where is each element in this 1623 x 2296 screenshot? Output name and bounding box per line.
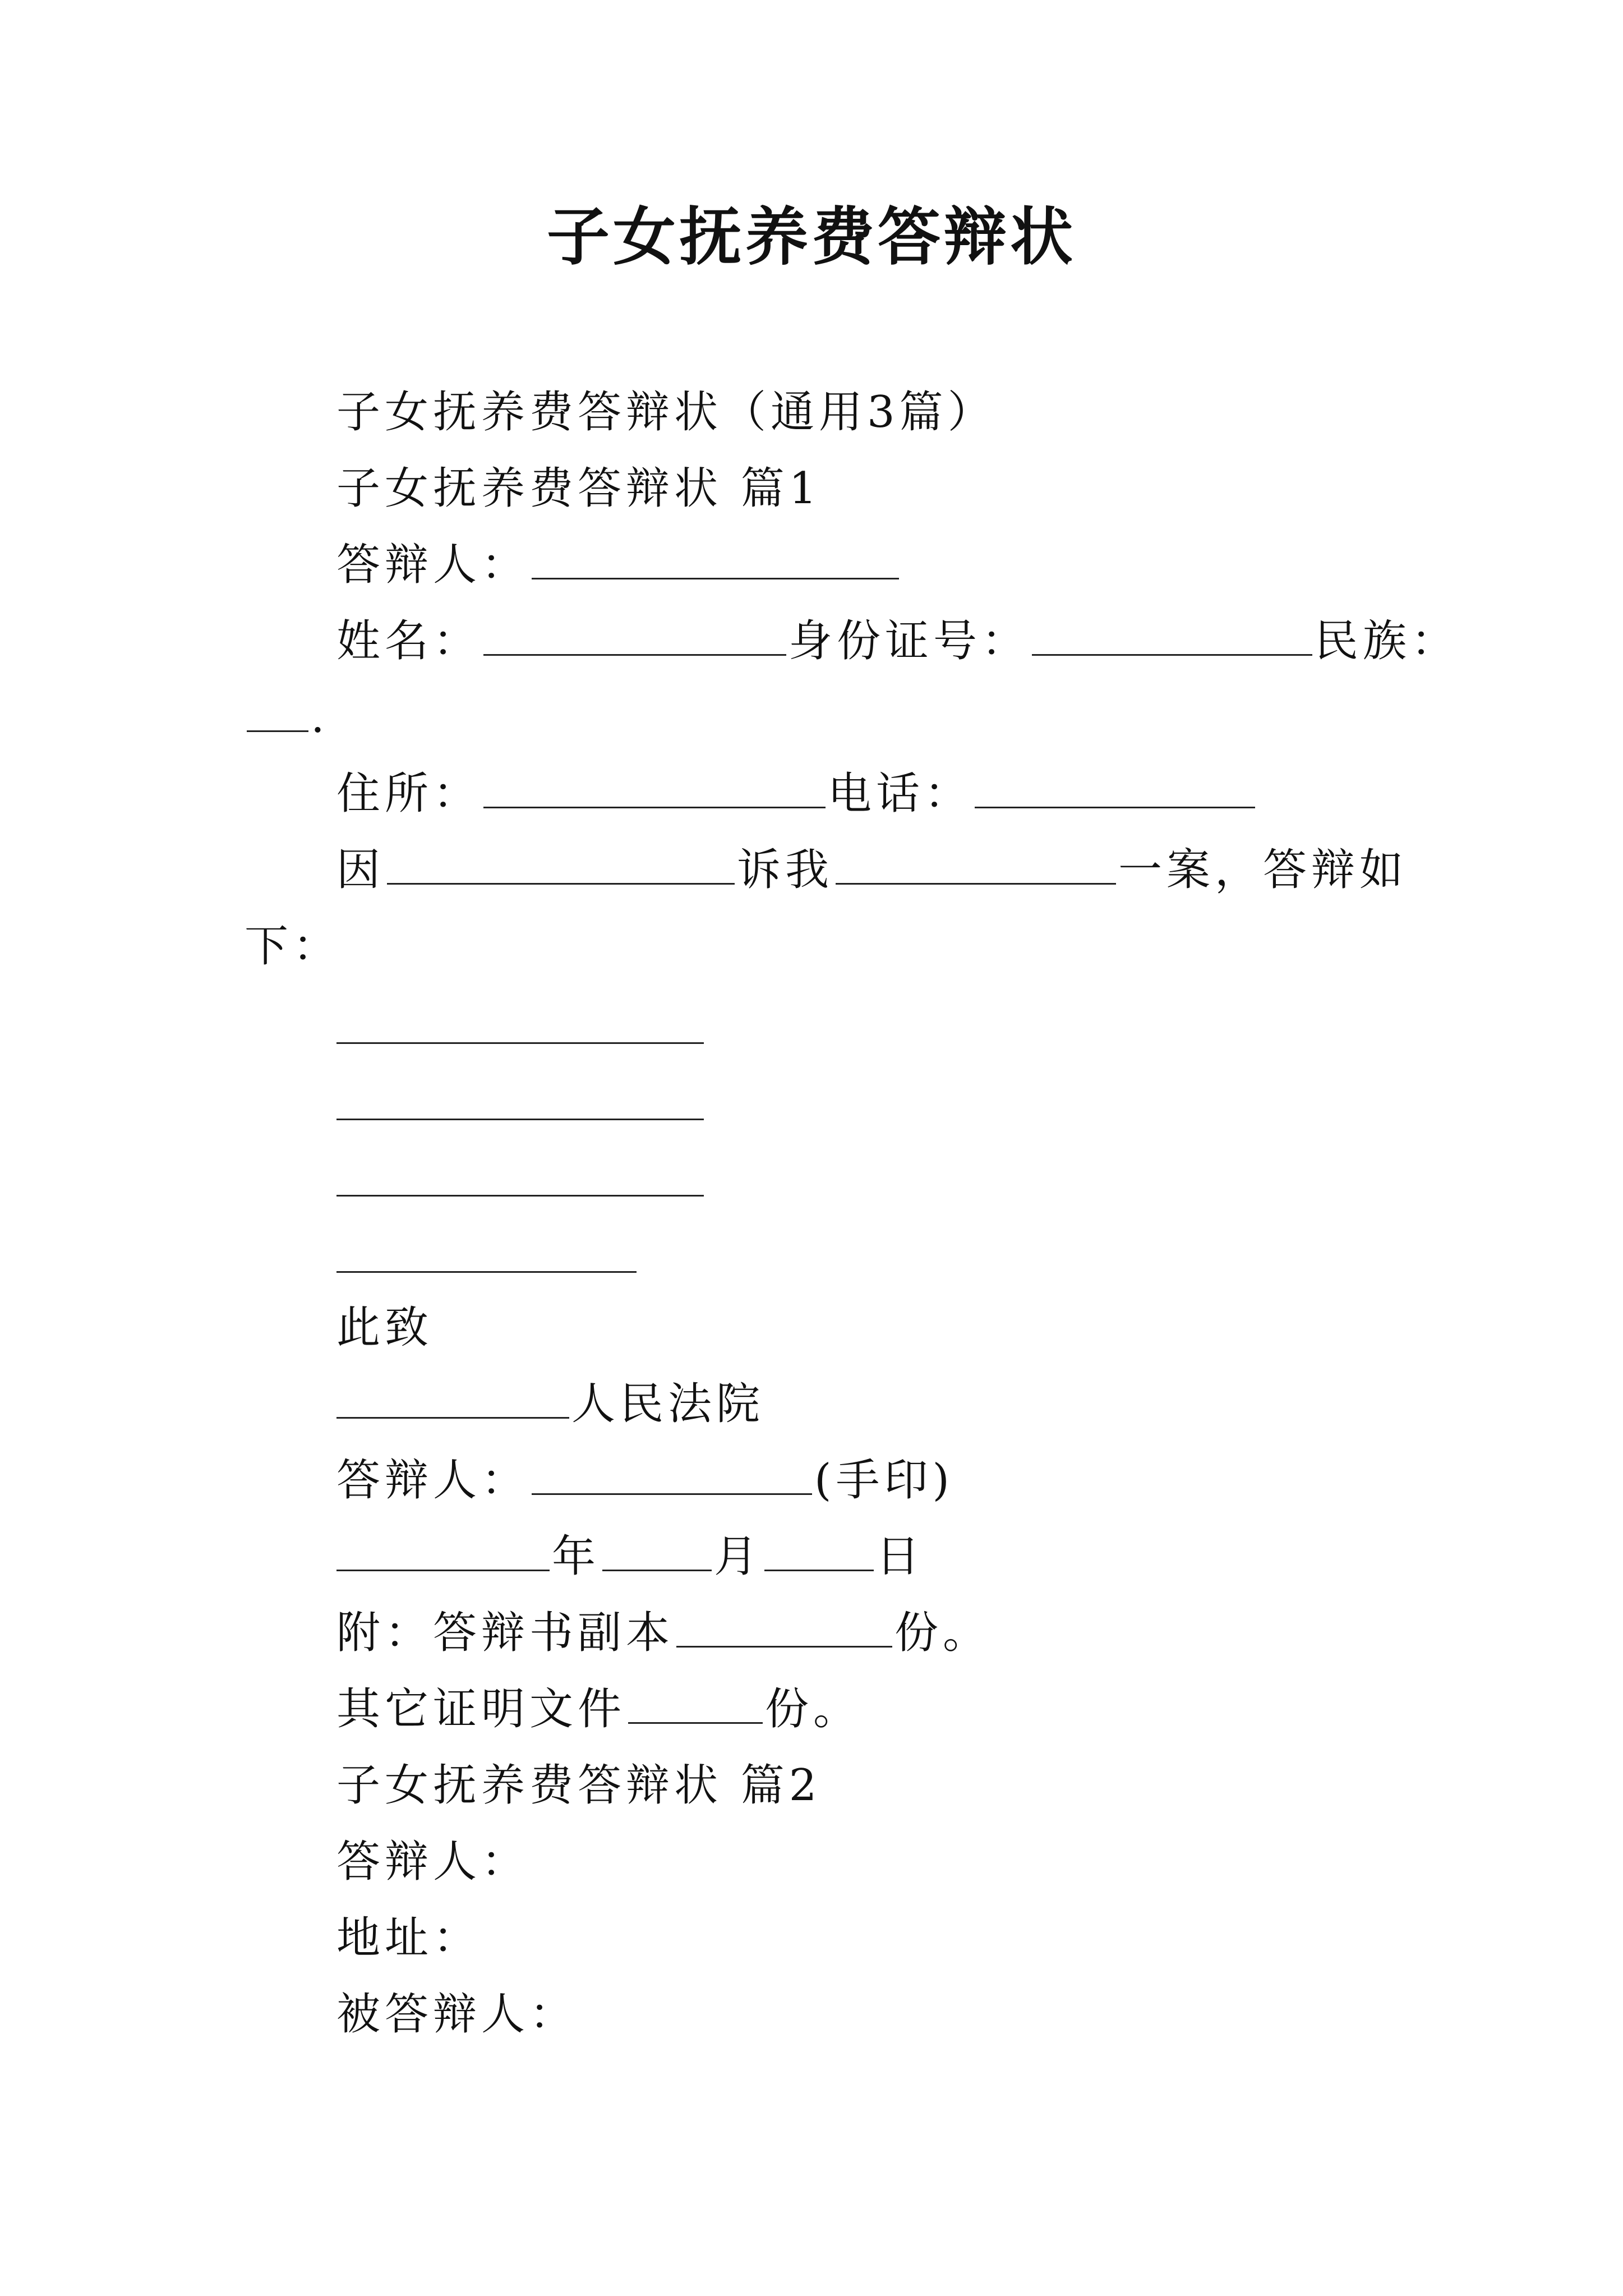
- other-docs-line: [336, 1678, 861, 1740]
- respondent-label: 答辩人：: [336, 540, 530, 590]
- address-blank[interactable]: [483, 764, 826, 808]
- day-label: 日: [876, 1531, 925, 1582]
- court-suffix: 人民法院: [571, 1379, 765, 1429]
- salutation: 此致: [336, 1303, 434, 1353]
- cause-mid: 诉我: [737, 845, 834, 895]
- other-docs-prefix: 其它证明文件: [336, 1684, 626, 1734]
- copies-blank[interactable]: [676, 1603, 892, 1648]
- section-2-address: 地址：: [336, 1913, 482, 1963]
- section-1-title: 子女抚养费答辩状 篇1: [336, 463, 822, 514]
- plaintiff-blank[interactable]: [387, 840, 735, 885]
- document-heading: 子女抚养费答辩状（通用3篇）: [336, 387, 996, 438]
- attachment-prefix: 附：答辩书副本: [336, 1608, 675, 1658]
- signature-label: 答辩人：: [336, 1455, 530, 1506]
- other-docs-blank[interactable]: [628, 1680, 763, 1724]
- signature-blank[interactable]: [532, 1451, 812, 1495]
- signature-line: [336, 1450, 954, 1511]
- defense-blank-line-4[interactable]: [336, 1271, 637, 1273]
- cause-wrap-line: 下：: [245, 921, 342, 972]
- respondent-line: [336, 534, 901, 596]
- case-blank[interactable]: [836, 840, 1116, 885]
- year-label: 年: [552, 1531, 601, 1582]
- other-docs-suffix: 份。: [765, 1684, 862, 1734]
- month-blank[interactable]: [602, 1527, 712, 1571]
- section-2-respondent: 答辩人：: [336, 1837, 530, 1887]
- cause-prefix: 因: [336, 845, 385, 895]
- section-2-opposing-party: 被答辩人：: [336, 1989, 578, 2040]
- defense-blank-line-2[interactable]: [336, 1119, 704, 1120]
- signature-suffix: (手印): [814, 1455, 954, 1506]
- section-2-title: 子女抚养费答辩状 篇2: [336, 1760, 822, 1811]
- month-label: 月: [714, 1531, 763, 1582]
- identity-line: [336, 610, 1459, 672]
- ethnicity-end: .: [311, 692, 329, 743]
- day-blank[interactable]: [764, 1527, 874, 1571]
- id-number-blank[interactable]: [1032, 611, 1312, 656]
- court-line: [336, 1373, 764, 1435]
- document-title: 子女抚养费答辩状: [547, 200, 1076, 274]
- ethnicity-blank[interactable]: [247, 688, 308, 732]
- respondent-blank[interactable]: [532, 535, 899, 579]
- name-label: 姓名：: [336, 616, 482, 666]
- phone-blank[interactable]: [975, 764, 1255, 808]
- defense-blank-line-1[interactable]: [336, 1042, 704, 1044]
- name-blank[interactable]: [483, 611, 786, 656]
- id-number-label: 身份证号：: [789, 616, 1030, 666]
- attachment-line: [336, 1602, 991, 1664]
- cause-suffix: 一案，答辩如: [1118, 845, 1408, 895]
- court-blank[interactable]: [336, 1374, 569, 1419]
- ethnicity-label: 民族：: [1315, 616, 1460, 666]
- ethnicity-wrap-line: [245, 687, 329, 748]
- date-line: [336, 1526, 924, 1588]
- defense-blank-line-3[interactable]: [336, 1195, 704, 1197]
- year-blank[interactable]: [336, 1527, 550, 1571]
- address-phone-line: [336, 763, 1257, 825]
- cause-line: [336, 839, 1408, 901]
- attachment-suffix: 份。: [895, 1608, 992, 1658]
- phone-label: 电话：: [828, 769, 973, 819]
- address-label: 住所：: [336, 769, 482, 819]
